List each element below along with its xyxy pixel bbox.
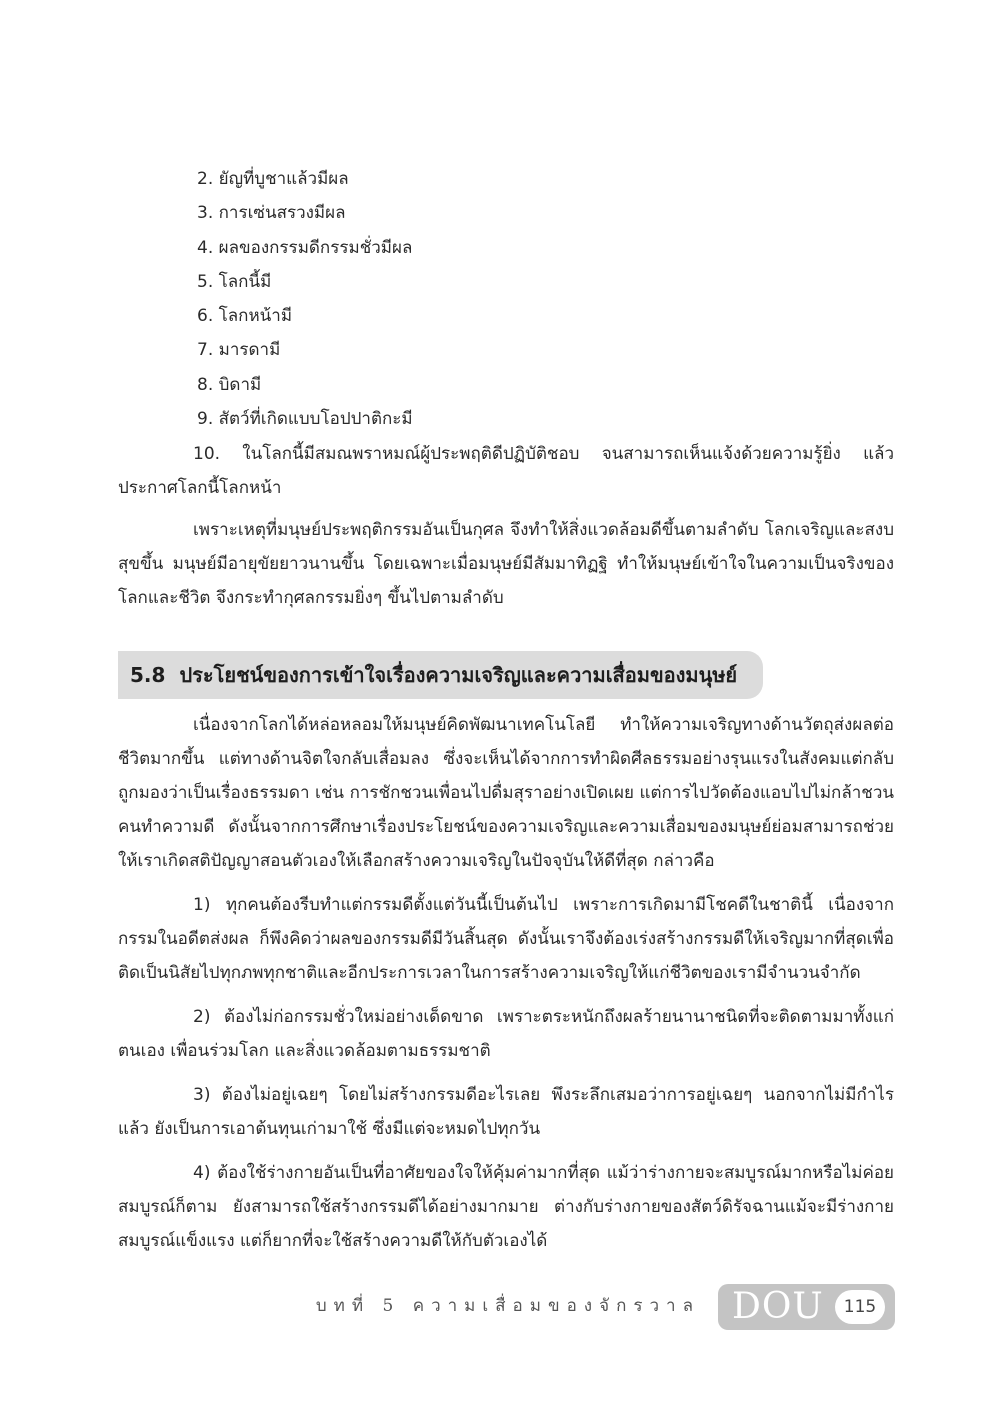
- list-item: 3. การเซ่นสรวงมีผล: [197, 203, 346, 224]
- list-item: 4. ผลของกรรมดีกรรมชั่วมีผล: [197, 237, 413, 258]
- list-item: 7. มารดามี: [197, 340, 281, 361]
- list-item-10: [118, 437, 894, 505]
- paragraph-text: เนื่องจากโลกได้หล่อหลอมให้มนุษย์คิดพัฒนาเทคโนโลยี ทำให้ความเจริญทางด้านวัตถุส่งผลต่อชีวิตมากขึ้น แต่ทางด้านจิตใจกลับเสื่อมลง ซึ่งจะเห็นได้จากการทำผิดศีลธรรมอย่างรุนแรงในสังคมแต่กลับถูกมองว่าเป็นเรื่องธรรมดา เช่น การชักชวนเพื่อนไปดื่มสุราอย่างเปิดเผย แต่การไปวัดต้องแอบไปไม่กล้าชวนคนทำความดี ดังนั้นจากการศึกษาเรื่องประโยชน์ของความเจริญและความเสื่อมของมนุษย์ย่อมสามารถช่วยให้เราเกิดสติปัญญาสอนตัวเองให้เลือกสร้างความเจริญในปัจจุบันให้ดีที่สุด กล่าวคือ: [118, 715, 894, 871]
- section-number: 5.8: [130, 663, 166, 687]
- list-item: 9. สัตว์ที่เกิดแบบโอปปาติกะมี: [197, 409, 413, 430]
- paragraph: [118, 513, 894, 615]
- page-footer: [0, 1282, 1000, 1332]
- point-1: [118, 888, 894, 990]
- point-text: 1) ทุกคนต้องรีบทำแต่กรรมดีตั้งแต่วันนี้เป็นต้นไป เพราะการเกิดมามีโชคดีในชาตินี้ เนื่องจากกรรมในอดีตส่งผล ก็พึงคิดว่าผลของกรรมดีมีวันสิ้นสุด ดังนั้นเราจึงต้องเร่งสร้างกรรมดีให้เจริญมากที่สุดเพื่อติดเป็นนิสัยไปทุกภพทุกชาติและอีกประการเวลาในการสร้างความเจริญให้แก่ชีวิตของเรามีจำนวนจำกัด: [118, 895, 894, 983]
- point-text: 2) ต้องไม่ก่อกรรมชั่วใหม่อย่างเด็ดขาด เพราะตระหนักถึงผลร้ายนานาชนิดที่จะติดตามมาทั้งแก่ตนเอง เพื่อนร่วมโลก และสิ่งแวดล้อมตามธรรมชาติ: [118, 1007, 894, 1061]
- page-number: 115: [835, 1290, 885, 1324]
- paragraph: [118, 708, 894, 878]
- list-item: 2. ยัญที่บูชาแล้วมีผล: [197, 169, 349, 189]
- point-3: [118, 1078, 894, 1146]
- list-item: 6. โลกหน้ามี: [197, 306, 293, 327]
- list-item: 5. โลกนี้มี: [197, 271, 272, 292]
- section-title: ประโยชน์ของการเข้าใจเรื่องความเจริญและความเสื่อมของมนุษย์: [179, 663, 738, 687]
- point-text: 4) ต้องใช้ร่างกายอันเป็นที่อาศัยของใจให้คุ้มค่ามากที่สุด แม้ว่าร่างกายจะสมบูรณ์มากหรือไม่ค่อยสมบูรณ์ก็ตาม ยังสามารถใช้สร้างกรรมดีได้อย่างมากมาย ต่างกับร่างกายของสัตว์ดิรัจฉานแม้จะมีร่างกายสมบูรณ์แข็งแรง แต่ก็ยากที่จะใช้สร้างความดีให้กับตัวเองได้: [118, 1163, 894, 1251]
- point-2: [118, 1000, 894, 1068]
- point-text: 3) ต้องไม่อยู่เฉยๆ โดยไม่สร้างกรรมดีอะไรเลย พึงระลึกเสมอว่าการอยู่เฉยๆ นอกจากไม่มีกำไรแล้ว ยังเป็นการเอาต้นทุนเก่ามาใช้ ซึ่งมีแต่จะหมดไปทุกวัน: [118, 1085, 894, 1139]
- numbered-list: [197, 162, 413, 436]
- list-item: 8. บิดามี: [197, 374, 262, 395]
- paragraph-text: เพราะเหตุที่มนุษย์ประพฤติกรรมอันเป็นกุศล จึงทำให้สิ่งแวดล้อมดีขึ้นตามลำดับ โลกเจริญและสงบสุขขึ้น มนุษย์มีอายุขัยยาวนานขึ้น โดยเฉพาะเมื่อมนุษย์มีสัมมาทิฏฐิ ทำให้มนุษย์เข้าใจในความเป็นจริงของโลกและชีวิต จึงกระทำกุศลกรรมยิ่งๆ ขึ้นไปตามลำดับ: [118, 520, 894, 608]
- section-heading: [118, 651, 763, 699]
- dou-logo: DOU: [732, 1286, 824, 1327]
- chapter-title: บทที่ 5 ความเสื่อมของจักรวาล: [315, 1296, 700, 1316]
- list-item-10-text: 10. ในโลกนี้มีสมณพราหมณ์ผู้ประพฤติดีปฏิบัติชอบ จนสามารถเห็นแจ้งด้วยความรู้ยิ่ง แล้วประกาศโลกนี้โลกหน้า: [118, 444, 894, 498]
- page-badge: [718, 1284, 895, 1330]
- point-4: [118, 1156, 894, 1258]
